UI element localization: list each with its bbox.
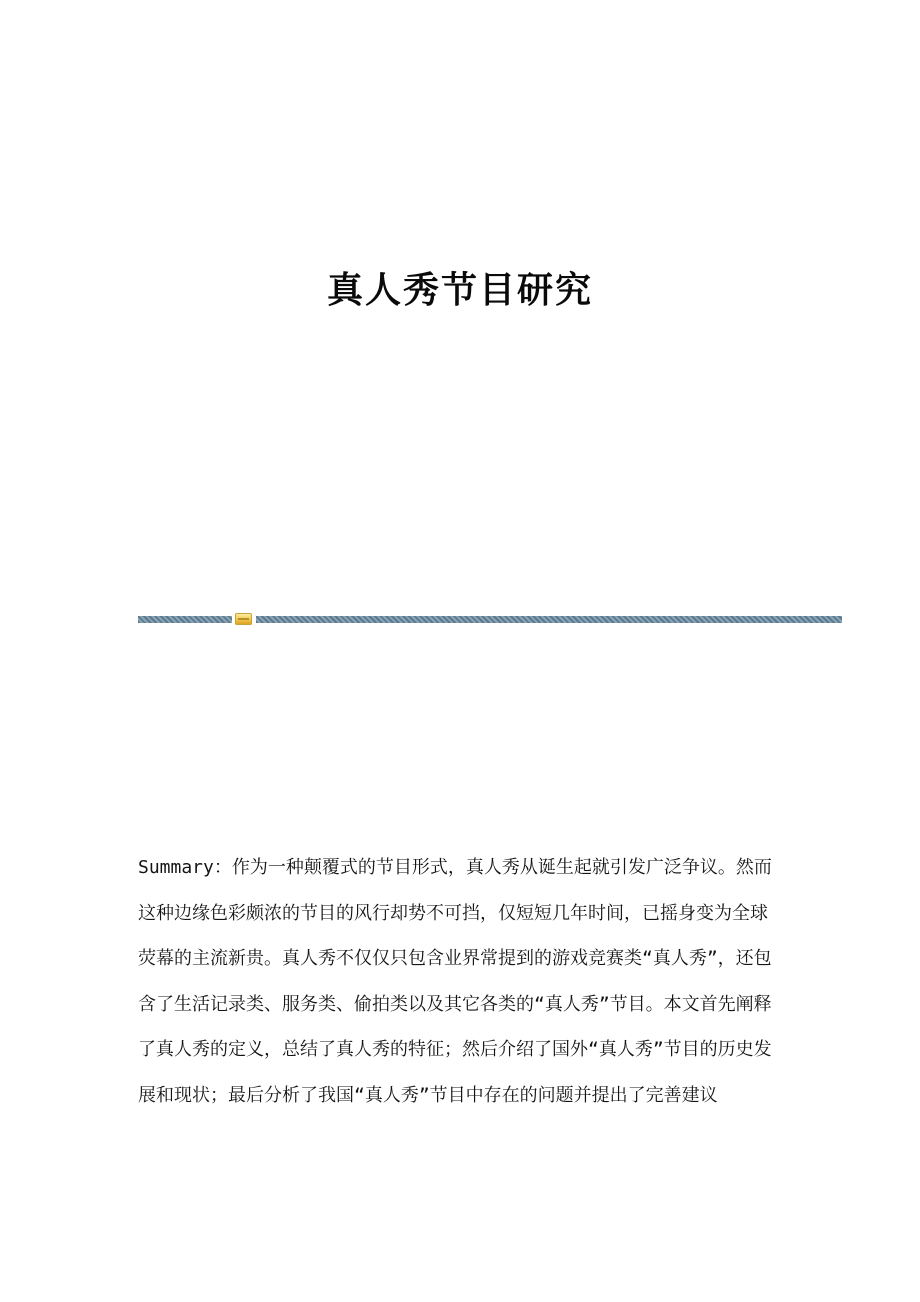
divider-bar-right [256,616,842,623]
summary-text: 作为一种颠覆式的节目形式，真人秀从诞生起就引发广泛争议。然而这种边缘色彩颇浓的节目的风行却势不可挡，仅短短几年时间，已摇身变为全球荧幕的主流新贵。真人秀不仅仅只包含业界常提到的游戏竞赛类“真人秀”，还包含了生活记录类、服务类、偷拍类以及其它各类的“真人秀”节目。本文首先阐释了真人秀的定义，总结了真人秀的特征；然后介绍了国外“真人秀”节目的历史发展和现状；最后分析了我国“真人秀”节目中存在的问题并提出了完善建议 [138,857,772,1106]
document-title: 真人秀节目研究 [326,269,593,311]
summary-label: Summary： [138,857,232,878]
section-divider [138,613,842,625]
divider-ornament-icon [235,613,252,625]
divider-bar-left [138,616,232,623]
summary-paragraph [138,845,778,1118]
